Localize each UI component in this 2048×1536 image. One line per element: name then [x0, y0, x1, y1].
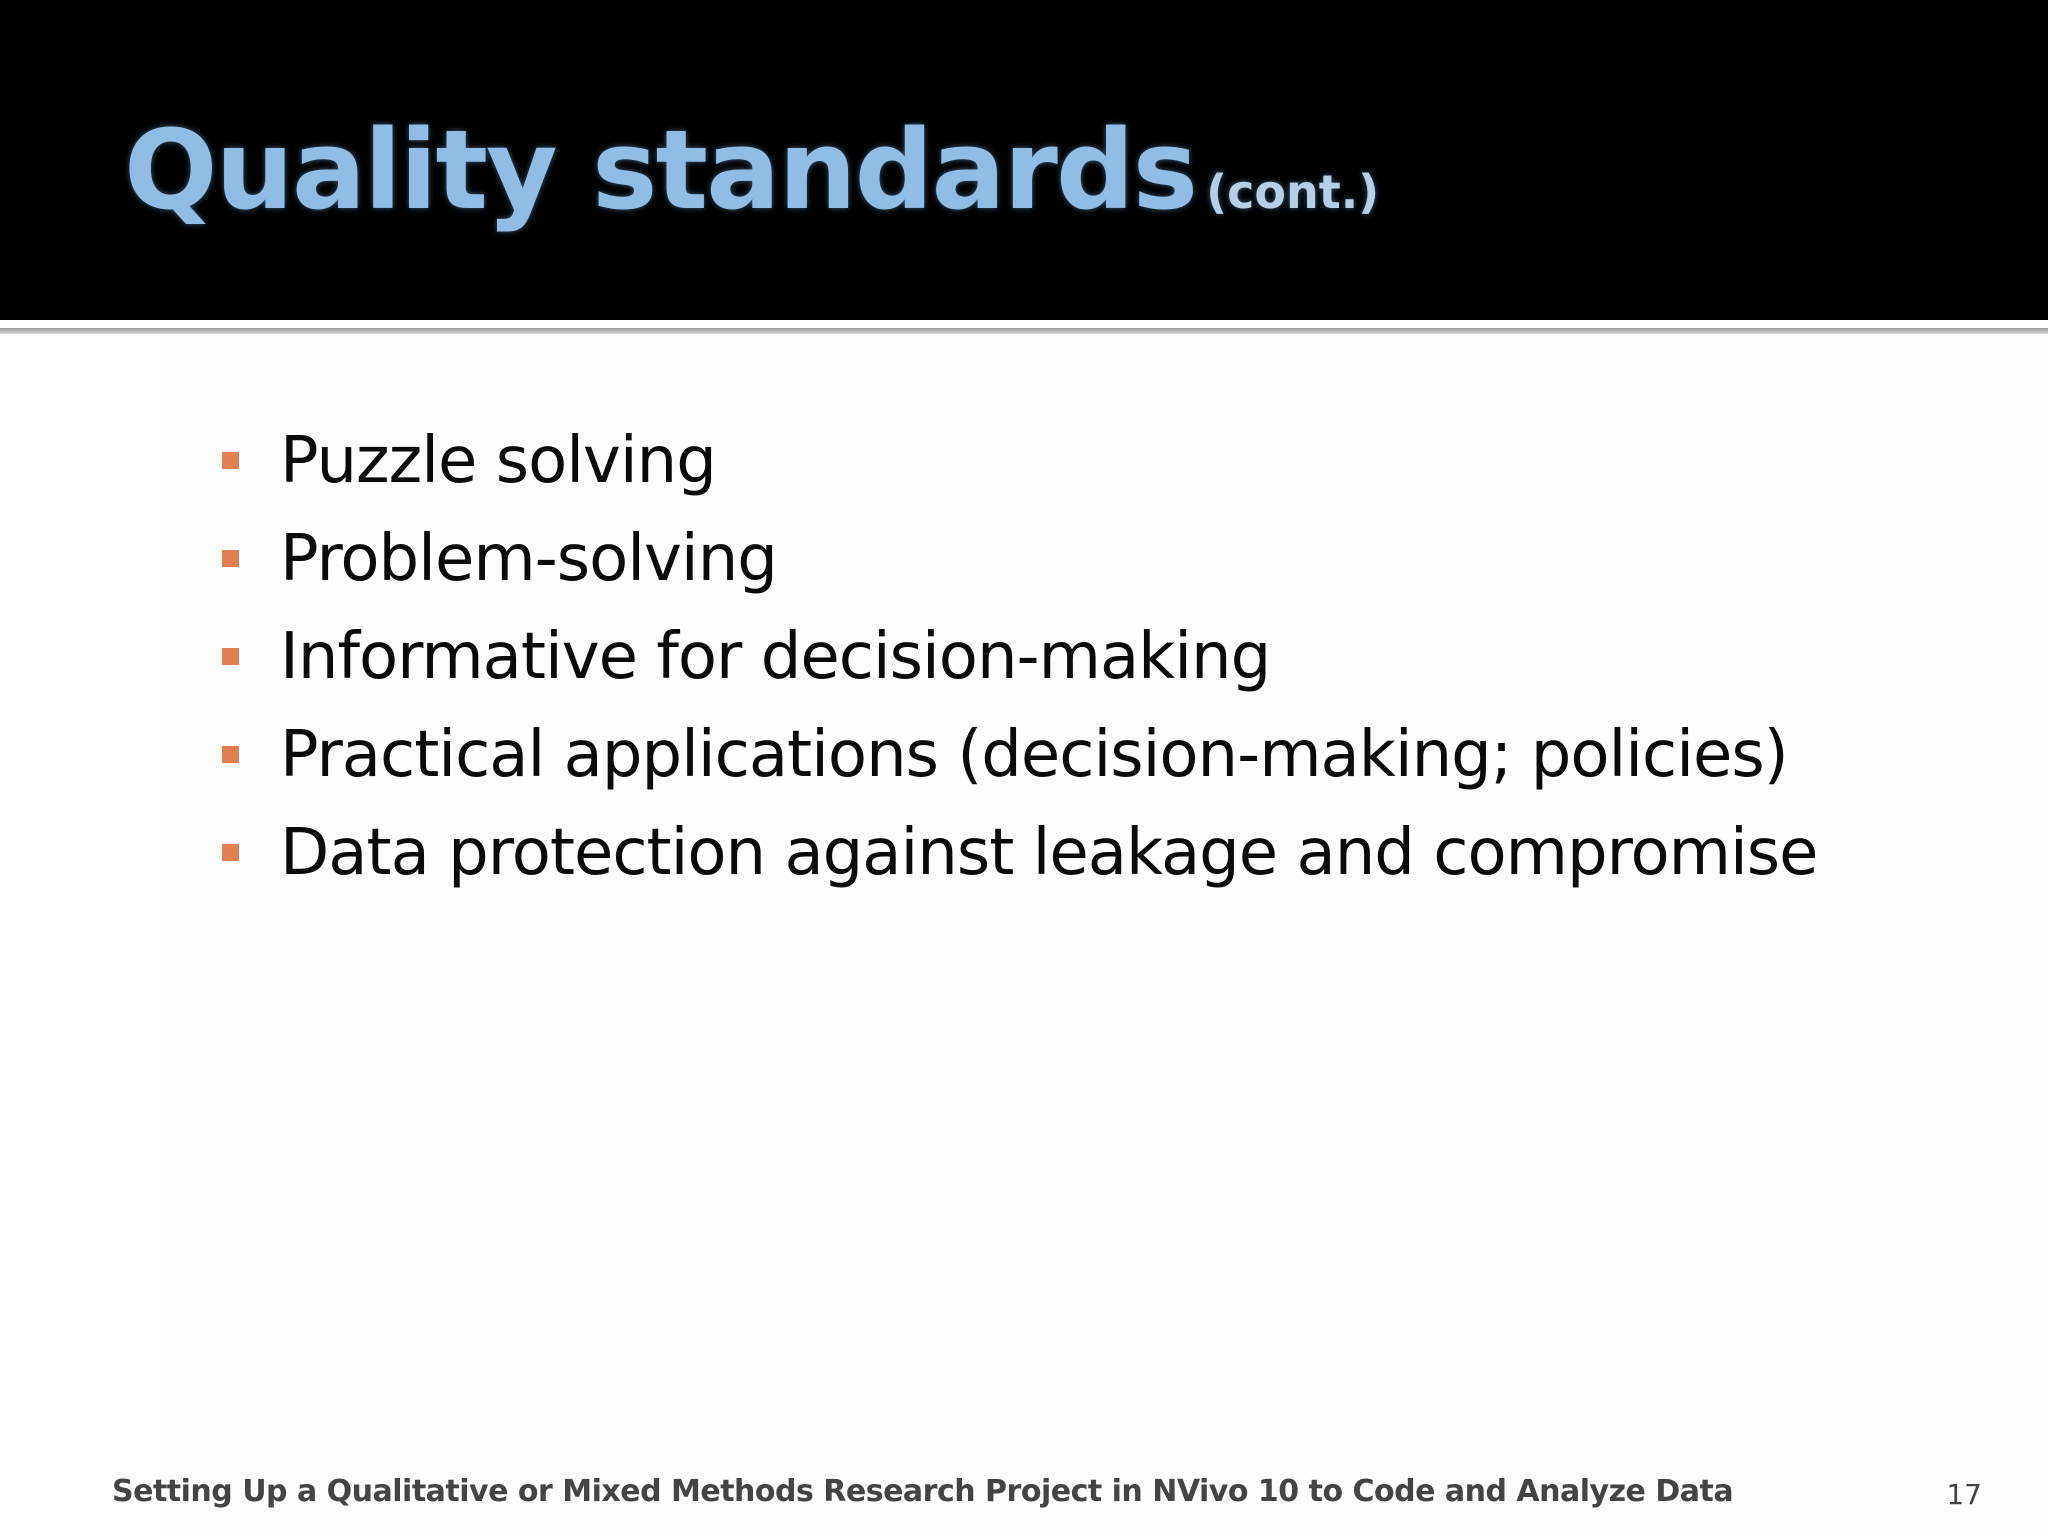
bullet-item [220, 516, 1817, 614]
bullet-text: Problem-solving [280, 522, 777, 596]
square-bullet-icon [222, 550, 239, 567]
bullet-item [220, 418, 1817, 516]
bullet-text: Informative for decision-making [280, 620, 1271, 694]
slide-header [0, 0, 2048, 320]
square-bullet-icon [222, 648, 239, 665]
bullet-item [220, 712, 1817, 810]
bullet-item [220, 810, 1817, 908]
title-text: Quality standards [124, 106, 1197, 234]
slide-title [124, 106, 1379, 234]
square-bullet-icon [222, 452, 239, 469]
square-bullet-icon [222, 844, 239, 861]
header-divider [0, 328, 2048, 334]
bullet-text: Puzzle solving [280, 424, 716, 498]
page-number: 17 [1946, 1478, 1982, 1511]
slide-footer: Setting Up a Qualitative or Mixed Methods Research Project in NVivo 10 to Code and Analyze Data [112, 1474, 1734, 1509]
square-bullet-icon [222, 746, 239, 763]
title-suffix: (cont.) [1206, 165, 1380, 219]
bullet-list [220, 418, 1817, 908]
bullet-text: Practical applications (decision-making; policies) [280, 718, 1788, 792]
bullet-text: Data protection against leakage and compromise [280, 816, 1818, 890]
bullet-item [220, 614, 1817, 712]
